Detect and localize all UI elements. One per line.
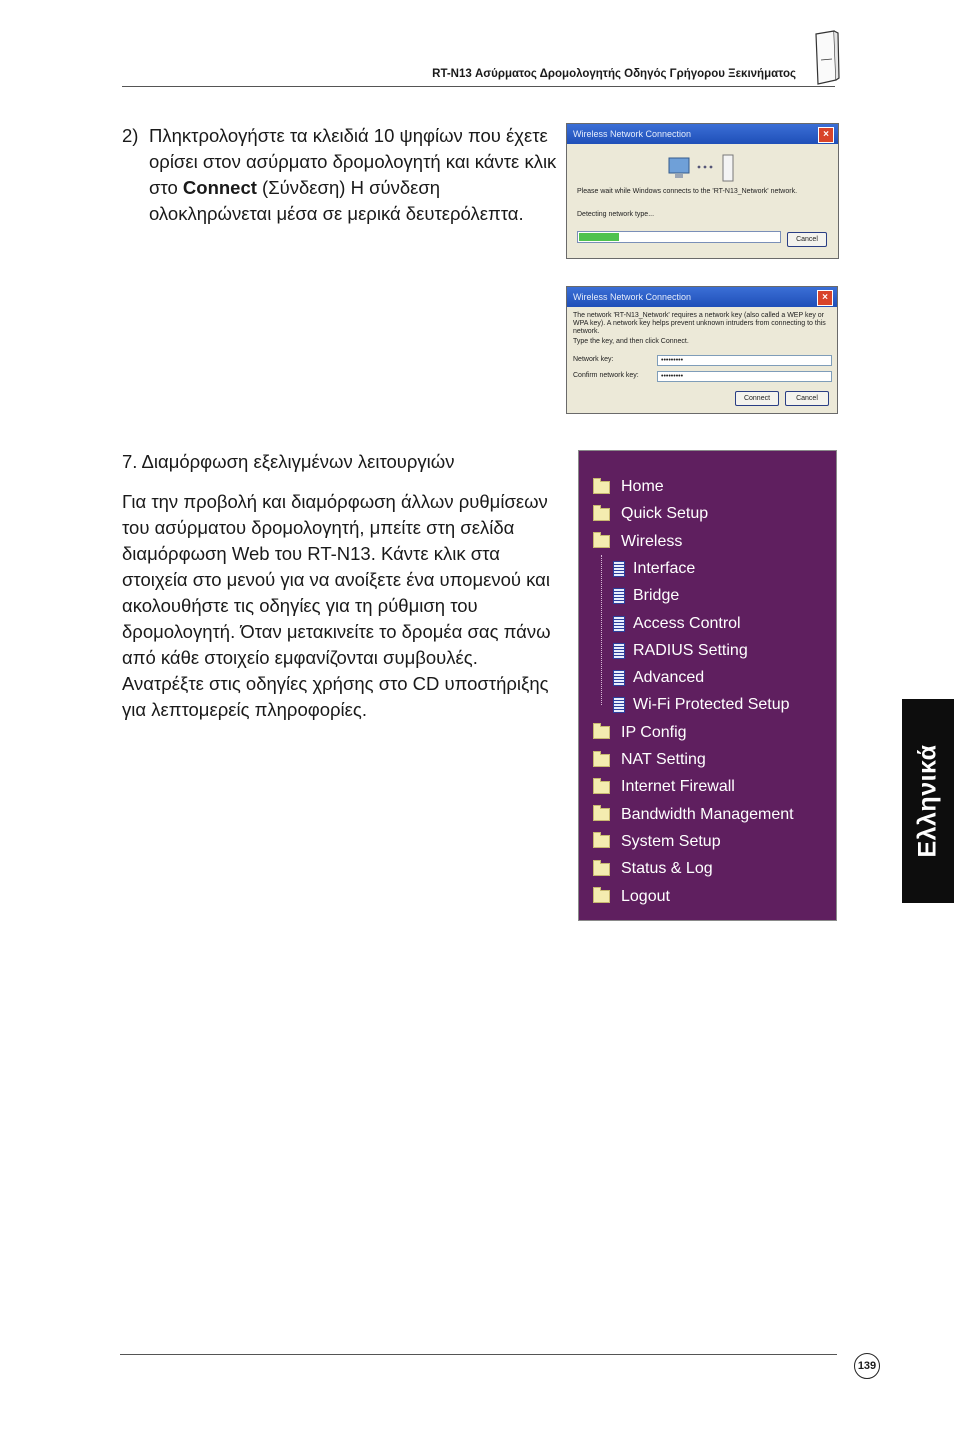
close-icon[interactable]: × — [817, 290, 833, 306]
menu-item-system-setup[interactable] — [593, 831, 721, 853]
progress-fill — [579, 233, 619, 241]
step-number: 2) — [122, 125, 139, 146]
folder-icon — [593, 863, 610, 876]
folder-icon — [593, 781, 610, 794]
network-key-field[interactable]: ••••••••• — [657, 355, 832, 366]
menu-item-label: Home — [621, 478, 664, 495]
folder-icon — [593, 726, 610, 739]
menu-item-label: Interface — [633, 559, 696, 577]
dialog-titlebar — [567, 287, 837, 307]
header-rule — [122, 86, 835, 87]
tree-connector-line — [601, 555, 602, 705]
connect-button[interactable]: Connect — [735, 391, 779, 406]
section-body-text: Για την προβολή και διαμόρφωση άλλων ρυθμίσεων του ασύρματου δρομολογητή, μπείτε στη σελίδα διαμόρφωση Web του RT-N13. Κάντε κλικ στα στοιχεία στο μενού για να ανοίξετε ένα υπομενού και ακολουθήστε τις οδηγίες για τη ρύθμιση του δρομολογητή. Όταν μετακινείτε το δρομέα σας πάνω από κάθε στοιχείο εμφανίζονται συμβουλές. Ανατρέξτε στις οδηγίες χρήσης στο CD υποστήριξης για λεπτομερείς πληροφορίες. — [122, 491, 551, 720]
folder-icon — [593, 481, 610, 494]
menu-item-label: Logout — [621, 887, 670, 905]
dialog-title: Wireless Network Connection — [573, 292, 692, 302]
connection-progress-bar — [577, 231, 781, 243]
menu-item-label: Status & Log — [621, 860, 713, 878]
router-icon — [810, 30, 840, 86]
menu-item-label: Bandwidth Management — [621, 805, 794, 823]
document-icon — [613, 588, 625, 604]
network-key-label: Network key: — [573, 356, 614, 363]
menu-item-ip-config[interactable] — [593, 722, 687, 744]
cancel-button[interactable]: Cancel — [785, 391, 829, 406]
document-icon — [613, 697, 625, 713]
dialog-title: Wireless Network Connection — [573, 129, 692, 139]
menu-item-label: Quick Setup — [621, 505, 709, 523]
document-icon — [613, 670, 625, 686]
connect-keyword: Connect — [182, 177, 257, 198]
language-tab-label: Ελληνικά — [913, 744, 942, 858]
network-computer-icon — [667, 154, 739, 184]
language-tab — [902, 699, 954, 903]
menu-item-interface[interactable] — [613, 558, 695, 580]
menu-item-status-and-log[interactable] — [593, 858, 713, 880]
confirm-key-field[interactable]: ••••••••• — [657, 371, 832, 382]
folder-icon — [593, 508, 610, 521]
menu-item-label: IP Config — [621, 723, 687, 741]
menu-item-label: Bridge — [633, 587, 680, 605]
menu-item-label: RADIUS Setting — [633, 641, 748, 659]
menu-item-advanced[interactable] — [613, 667, 704, 689]
step-2-text-start: Πληκτρολογήστε τα κλειδιά 10 ψηφίων που έχετε ορίσει στον ασύρματο δρομολογητή και κάντε κλικ στο — [149, 125, 557, 198]
folder-icon — [593, 890, 610, 903]
menu-item-label: System Setup — [621, 832, 721, 850]
folder-icon — [593, 754, 610, 767]
page-number: 139 — [854, 1353, 880, 1379]
menu-item-label: Wi-Fi Protected Setup — [633, 696, 790, 714]
menu-item-home[interactable] — [593, 476, 664, 498]
menu-item-access-control[interactable] — [613, 613, 741, 635]
menu-item-bridge[interactable] — [613, 585, 679, 607]
menu-item-nat-setting[interactable] — [593, 749, 706, 771]
document-icon — [613, 561, 625, 577]
open-folder-icon — [593, 535, 610, 548]
key-required-message: The network 'RT-N13_Network' requires a network key (also called a WEP key or WPA key). A network key helps prevent unknown intruders from connecting to this network. — [573, 312, 826, 335]
menu-item-label: Internet Firewall — [621, 778, 735, 796]
connecting-message: Please wait while Windows connects to the 'RT-N13_Network' network. — [577, 188, 798, 195]
section-heading: 7. Διαμόρφωση εξελιγμένων λειτουργιών — [122, 451, 455, 472]
menu-item-internet-firewall[interactable] — [593, 776, 735, 798]
menu-item-logout[interactable] — [593, 886, 670, 908]
web-config-menu-screenshot — [578, 450, 837, 921]
key-instruction: Type the key, and then click Connect. — [573, 338, 689, 345]
menu-item-quick-setup[interactable] — [593, 503, 708, 525]
document-icon — [613, 616, 625, 632]
dialog-titlebar — [567, 124, 838, 144]
folder-icon — [593, 808, 610, 821]
running-header: RT-N13 Ασύρματος Δρομολογητής Οδηγός Γρήγορου Ξεκινήματος — [432, 68, 796, 80]
menu-item-wi-fi-protected-setup[interactable] — [613, 694, 790, 716]
menu-item-label: Access Control — [633, 614, 741, 632]
menu-item-label: Wireless — [621, 532, 683, 550]
cancel-button[interactable]: Cancel — [787, 232, 827, 247]
menu-item-radius-setting[interactable] — [613, 640, 748, 662]
close-icon[interactable]: × — [818, 127, 834, 143]
footer-rule — [120, 1354, 837, 1355]
network-key-dialog-screenshot — [566, 286, 838, 414]
menu-item-bandwidth-management[interactable] — [593, 804, 794, 826]
step-2-instructions — [149, 123, 559, 227]
menu-item-label: NAT Setting — [621, 751, 706, 768]
menu-item-label: Advanced — [633, 669, 705, 687]
document-icon — [613, 643, 625, 659]
confirm-key-label: Confirm network key: — [573, 372, 639, 379]
connecting-status: Detecting network type... — [577, 211, 655, 218]
connecting-dialog-screenshot — [566, 123, 839, 259]
menu-item-wireless[interactable] — [593, 531, 682, 553]
folder-icon — [593, 835, 610, 848]
step-2-text-end: (Σύνδεση) Η σύνδεση ολοκληρώνεται μέσα σε μερικά δευτερόλεπτα. — [149, 177, 524, 224]
